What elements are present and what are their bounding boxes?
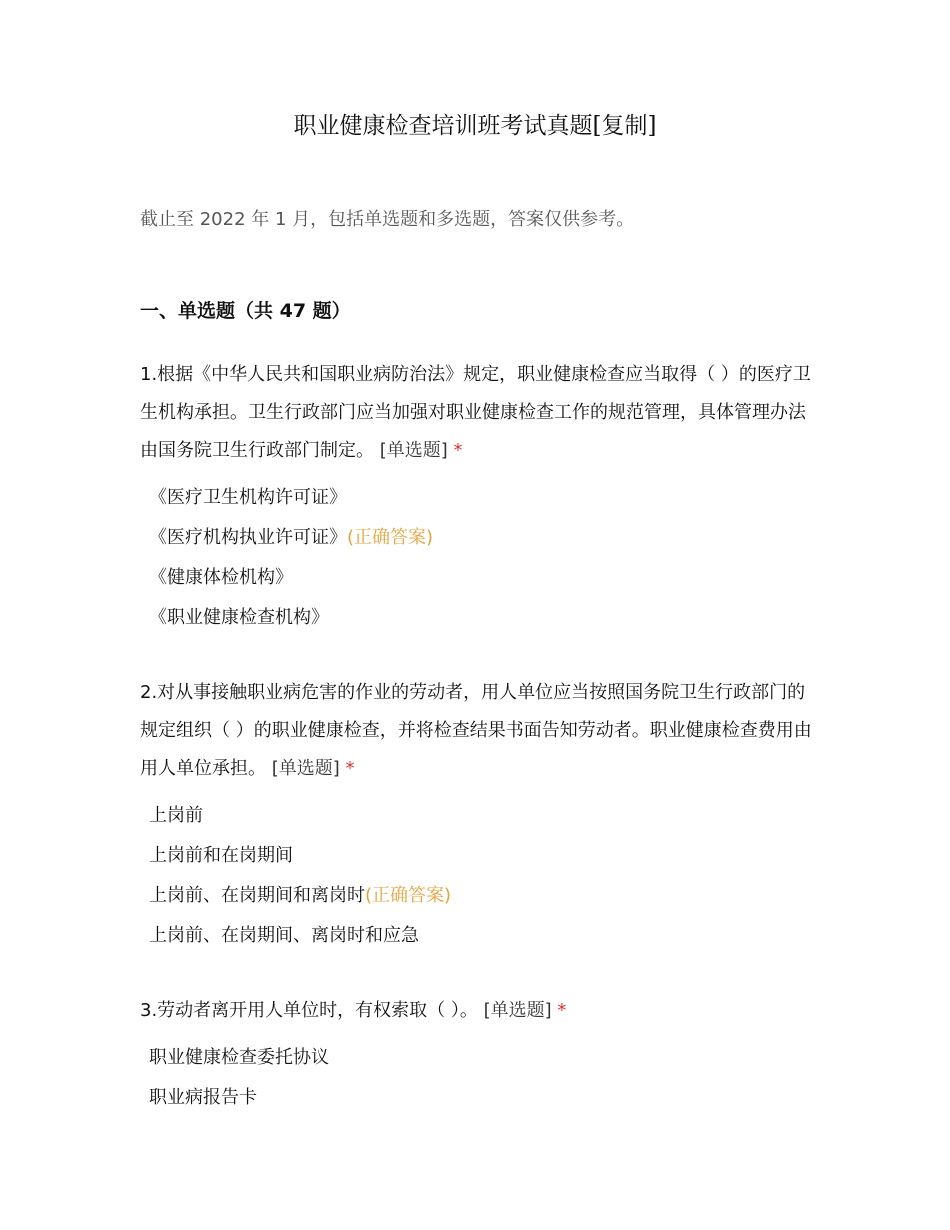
- question-stem-text: 2.对从事接触职业病危害的作业的劳动者，用人单位应当按照国务院卫生行政部门的规定组织（ ）的职业健康检查，并将检查结果书面告知劳动者。职业健康检查费用由用人单位承担。: [140, 682, 812, 779]
- option-2a[interactable]: [140, 796, 820, 836]
- option-list: [140, 478, 820, 638]
- question-stem: [140, 992, 820, 1030]
- question-1: [140, 356, 820, 638]
- question-3: [140, 992, 820, 1118]
- correct-answer-mark: (正确答案): [365, 885, 452, 906]
- option-label: 上岗前、在岗期间、离岗时和应急: [149, 925, 419, 946]
- question-stem-text: 1.根据《中华人民共和国职业病防治法》规定，职业健康检查应当取得（ ）的医疗卫生机构承担。卫生行政部门应当加强对职业健康检查工作的规范管理，具体管理办法由国务院卫生行政部门制定。: [140, 364, 811, 461]
- section-heading-single-choice: 一、单选题（共 47 题）: [140, 300, 351, 322]
- document-title: 职业健康检查培训班考试真题[复制]: [293, 113, 657, 139]
- required-mark: *: [345, 758, 355, 779]
- option-2b[interactable]: [140, 836, 820, 876]
- question-type-tag: [单选题]: [271, 758, 340, 779]
- required-mark: *: [557, 1000, 567, 1021]
- question-stem: [140, 356, 820, 470]
- option-label: 《医疗卫生机构许可证》: [149, 487, 347, 508]
- option-label: 上岗前和在岗期间: [149, 845, 293, 866]
- option-label: 职业健康检查委托协议: [149, 1047, 329, 1068]
- option-1b[interactable]: [140, 518, 820, 558]
- option-label: 上岗前、在岗期间和离岗时: [149, 885, 365, 906]
- option-2c[interactable]: [140, 876, 820, 916]
- required-mark: *: [453, 440, 463, 461]
- option-label: 《医疗机构执业许可证》: [149, 527, 347, 548]
- option-3a[interactable]: [140, 1038, 820, 1078]
- option-3b[interactable]: [140, 1078, 820, 1118]
- option-label: 《职业健康检查机构》: [149, 607, 329, 628]
- option-list: [140, 796, 820, 956]
- question-type-tag: [单选题]: [483, 1000, 552, 1021]
- question-stem: [140, 674, 820, 788]
- option-list: [140, 1038, 820, 1118]
- option-label: 《健康体检机构》: [149, 567, 293, 588]
- option-label: 职业病报告卡: [149, 1087, 257, 1108]
- correct-answer-mark: (正确答案): [347, 527, 434, 548]
- option-1a[interactable]: [140, 478, 820, 518]
- question-type-tag: [单选题]: [379, 440, 448, 461]
- document-subtitle: 截止至 2022 年 1 月，包括单选题和多选题，答案仅供参考。: [140, 209, 635, 230]
- option-1c[interactable]: [140, 558, 820, 598]
- option-1d[interactable]: [140, 598, 820, 638]
- option-2d[interactable]: [140, 916, 820, 956]
- question-2: [140, 674, 820, 956]
- option-label: 上岗前: [149, 805, 203, 826]
- question-stem-text: 3.劳动者离开用人单位时，有权索取（ ）。: [140, 1000, 478, 1021]
